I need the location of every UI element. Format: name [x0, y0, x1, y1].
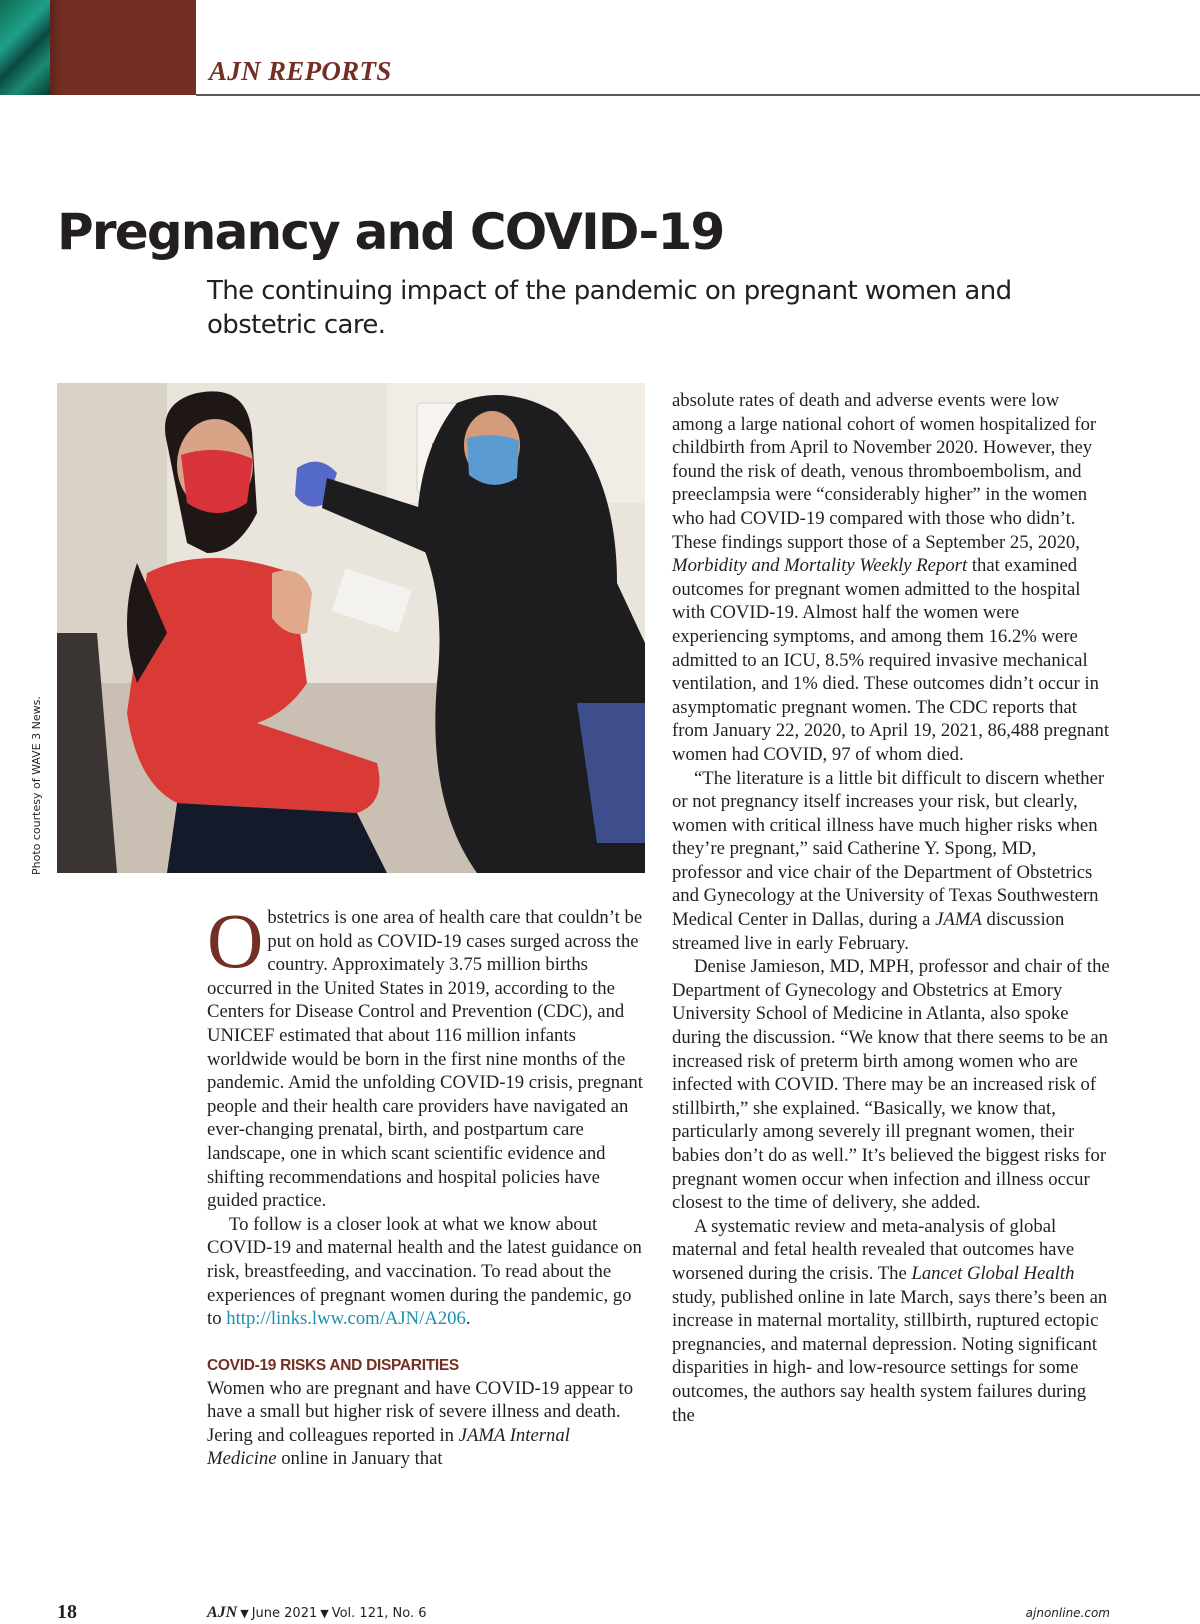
left-column [207, 897, 644, 1471]
body-paragraph [207, 1377, 644, 1471]
journal-name: Morbidity and Mortality Weekly Report [672, 555, 968, 577]
journal-name: JAMA Internal Medicine [207, 1424, 570, 1470]
footer-website[interactable]: ajnonline.com [1025, 1606, 1110, 1620]
page-number: 18 [57, 1601, 77, 1623]
paragraph-text: that examined outcomes for pregnant women admitted to the hospital with COVID-19. Almost half the women were experiencing symptoms, and among them 16.2% were admitted to an ICU, 8.5% required invasive mechanical ventilation, and 1% died. These outcomes didn’t occur in asymptomatic pregnant women. The CDC reports that from January 22, 2020, to April 19, 2021, 86,488 pregnant women had COVID, 97 of whom died. [672, 555, 1110, 765]
journal-name: JAMA [935, 909, 982, 931]
journal-name: Lancet Global Health [911, 1262, 1075, 1284]
article-deck: The continuing impact of the pandemic on pregnant women and obstetric care. [207, 276, 1012, 340]
paragraph-text: A systematic review and meta-analysis of global maternal and fetal health revealed that outcomes have worsened during the crisis. The [672, 1215, 1075, 1284]
corner-decoration [0, 0, 50, 95]
paragraph-end: online in January that [276, 1448, 443, 1470]
section-label: AJN REPORTS [209, 56, 392, 86]
footer-journal-info [207, 1604, 426, 1622]
drop-cap: O [207, 897, 264, 984]
body-paragraph [672, 767, 1110, 956]
body-paragraph [672, 389, 1110, 767]
journal-abbrev: AJN [207, 1604, 238, 1621]
paragraph-end: . [465, 1308, 471, 1330]
paragraph-text: study, published online in late March, says there’s been an increase in maternal mortality, stillbirth, ruptured ectopic pregnancies, and maternal depression. Noting significant disparities in high- and low-resource settings for some outcomes, the authors say health system failures during the [672, 1286, 1108, 1426]
paragraph-text: absolute rates of death and adverse events were low among a large national cohort of women hospitalized for childbirth from April to November 2020. However, they found the risk of death, venous thromboembolism, and preeclampsia were “considerably higher” in the women who had COVID-19 compared with those who didn’t. These findings support those of a September 25, 2020, [672, 390, 1097, 553]
article-photo [57, 383, 645, 873]
body-paragraph: Denise Jamieson, MD, MPH, professor and chair of the Department of Gynecology and Obstetrics at Emory University School of Medicine in Atlanta, also spoke during the discussion. “We know that there seems to be an increased risk of preterm birth among women who are infected with COVID. There may be an increased risk of stillbirth,” she explained. “Basically, we know that, particularly among severely ill pregnant women, their babies don’t do as well.” It’s believed the biggest risks for pregnant women occur when infection and illness occur closest to the time of delivery, she added. [672, 956, 1110, 1214]
issue-date: June 2021 [251, 1606, 318, 1621]
paragraph-text: discussion streamed live in early February. [672, 909, 1065, 954]
article-title: Pregnancy and COVID-19 [57, 203, 724, 261]
right-column [672, 389, 1110, 1427]
triangle-icon: ▼ [240, 1607, 249, 1620]
intro-paragraph [207, 897, 644, 1213]
header-rule [196, 94, 1200, 96]
triangle-icon: ▼ [320, 1607, 329, 1620]
section-heading: COVID-19 RISKS AND DISPARITIES [207, 1356, 459, 1374]
body-paragraph [672, 1215, 1110, 1427]
body-paragraph [207, 1213, 644, 1331]
paragraph-text: To follow is a closer look at what we know about COVID-19 and maternal health and the latest guidance on risk, breastfeeding, and vaccination. To read about the experiences of pregnant women during the pandemic, go to [207, 1213, 642, 1330]
photo-credit: Photo courtesy of WAVE 3 News. [30, 696, 43, 875]
corner-color-bar [50, 0, 196, 95]
intro-text: bstetrics is one area of health care that couldn’t be put on hold as COVID-19 cases surged across the country. Approximately 3.75 million births occurred in the United States in 2019, according to the Centers for Disease Control and Prevention (CDC), and UNICEF estimated that about 116 million infants worldwide would be born in the first nine months of the pandemic. Amid the unfolding COVID-19 crisis, pregnant people and their health care providers have navigated an ever-changing prenatal, birth, and postpartum care landscape, one in which scant scientific evidence and shifting recommendations and hospital policies have guided practice. [207, 907, 643, 1212]
paragraph-text: “The literature is a little bit difficult to discern whether or not pregnancy itself increases your risk, but clearly, women with critical illness have much higher risks when they’re pregnant,” said Catherine Y. Spong, MD, professor and vice chair of the Department of Obstetrics and Gynecology at the University of Texas Southwestern Medical Center in Dallas, during a [672, 767, 1105, 931]
issue-volume: Vol. 121, No. 6 [331, 1606, 427, 1621]
article-link[interactable]: http://links.lww.com/AJN/A206 [226, 1308, 466, 1330]
paragraph-text: Women who are pregnant and have COVID-19 appear to have a small but higher risk of severe illness and death. Jering and colleagues reported in [207, 1377, 634, 1446]
